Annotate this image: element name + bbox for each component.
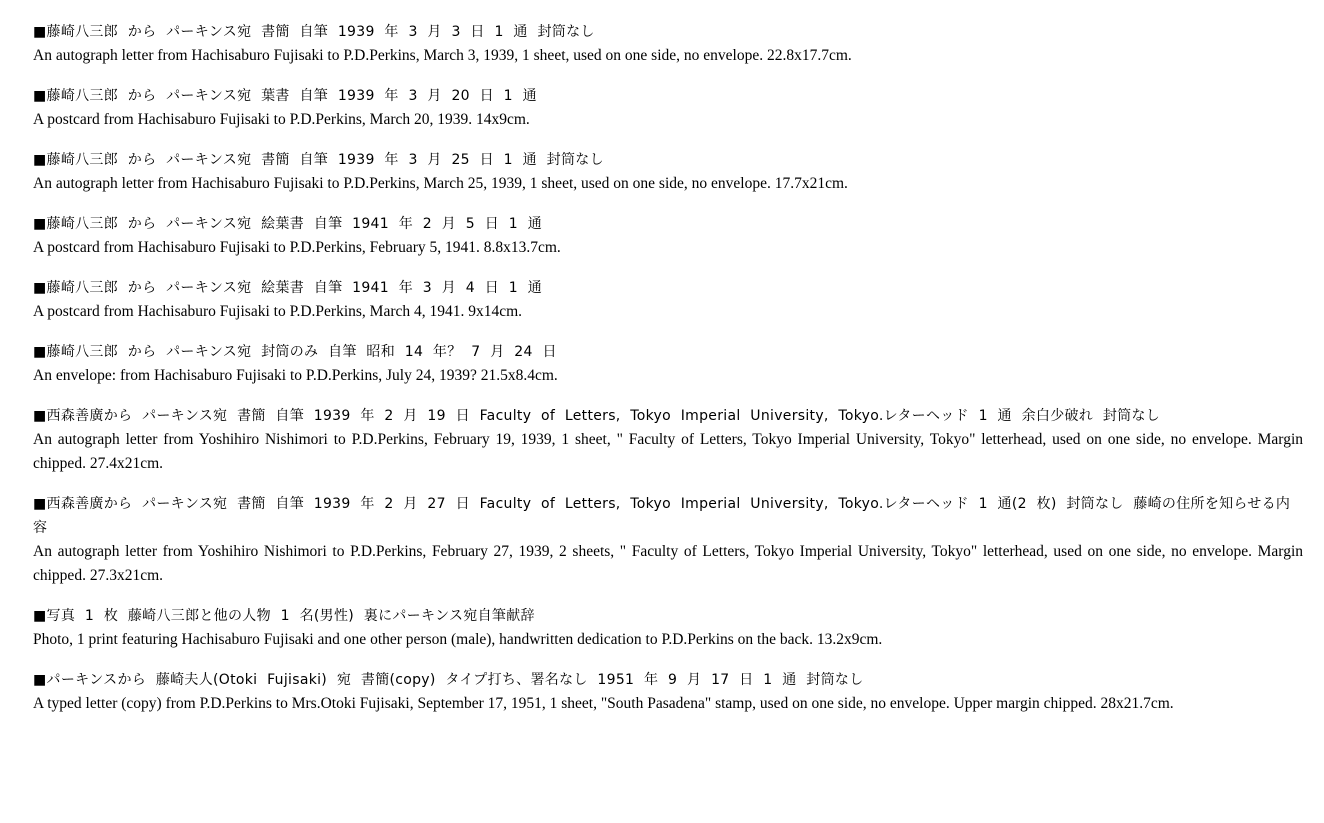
catalog-entry — [33, 668, 1303, 716]
document-body — [33, 20, 1303, 732]
entry-title-japanese: ■藤崎八三郎 から パーキンス宛 絵葉書 自筆 1941 年 2 月 5 日 1 通 — [33, 216, 543, 232]
entry-title-japanese: ■西森善廣から パーキンス宛 書簡 自筆 1939 年 2 月 19 日 Faculty of Letters, Tokyo Imperial University, Tokyo.レターヘッド 1 通 余白少破れ 封筒なし — [33, 408, 1161, 424]
entry-title-japanese: ■藤崎八三郎 から パーキンス宛 書簡 自筆 1939 年 3 月 3 日 1 通 封筒なし — [33, 24, 595, 40]
catalog-entry — [33, 84, 1303, 132]
catalog-entry — [33, 276, 1303, 324]
catalog-entry — [33, 212, 1303, 260]
entry-description-english: An autograph letter from Hachisaburo Fujisaki to P.D.Perkins, March 25, 1939, 1 sheet, used on one side, no envelope. 17.7x21cm. — [33, 175, 848, 192]
entry-description-english: An envelope: from Hachisaburo Fujisaki to P.D.Perkins, July 24, 1939? 21.5x8.4cm. — [33, 367, 558, 384]
entry-description-english: An autograph letter from Yoshihiro Nishimori to P.D.Perkins, February 27, 1939, 2 sheets, " Faculty of Letters, Tokyo Imperial University, Tokyo" letterhead, used on one side, no envelope. Margin chipped. 27.3x21cm. — [33, 543, 1303, 584]
catalog-entry — [33, 404, 1303, 476]
entry-title-japanese: ■藤崎八三郎 から パーキンス宛 書簡 自筆 1939 年 3 月 25 日 1 通 封筒なし — [33, 152, 604, 168]
entry-title-japanese: ■藤崎八三郎 から パーキンス宛 絵葉書 自筆 1941 年 3 月 4 日 1 通 — [33, 280, 543, 296]
catalog-entry — [33, 492, 1303, 588]
entry-title-japanese: ■写真 1 枚 藤崎八三郎と他の人物 1 名(男性) 裏にパーキンス宛自筆献辞 — [33, 608, 535, 624]
entry-description-english: An autograph letter from Yoshihiro Nishimori to P.D.Perkins, February 19, 1939, 1 sheet, " Faculty of Letters, Tokyo Imperial University, Tokyo" letterhead, used on one side, no envelope. Margin chipped. 27.4x21cm. — [33, 431, 1303, 472]
catalog-entry — [33, 20, 1303, 68]
entry-title-japanese: ■パーキンスから 藤崎夫人(Otoki Fujisaki) 宛 書簡(copy) タイプ打ち、署名なし 1951 年 9 月 17 日 1 通 封筒なし — [33, 672, 864, 688]
entry-title-japanese: ■藤崎八三郎 から パーキンス宛 封筒のみ 自筆 昭和 14 年？ 7 月 24 日 — [33, 344, 557, 360]
entry-title-japanese: ■藤崎八三郎 から パーキンス宛 葉書 自筆 1939 年 3 月 20 日 1 通 — [33, 88, 537, 104]
entry-description-english: A postcard from Hachisaburo Fujisaki to P.D.Perkins, March 4, 1941. 9x14cm. — [33, 303, 523, 320]
catalog-entry — [33, 148, 1303, 196]
entry-description-english: A typed letter (copy) from P.D.Perkins to Mrs.Otoki Fujisaki, September 17, 1951, 1 sheet, "South Pasadena" stamp, used on one side, no envelope. Upper margin chipped. 28x21.7cm. — [33, 695, 1174, 712]
entry-description-english: A postcard from Hachisaburo Fujisaki to P.D.Perkins, March 20, 1939. 14x9cm. — [33, 111, 530, 128]
entry-description-english: An autograph letter from Hachisaburo Fujisaki to P.D.Perkins, March 3, 1939, 1 sheet, used on one side, no envelope. 22.8x17.7cm. — [33, 47, 852, 64]
catalog-entry — [33, 604, 1303, 652]
entry-title-japanese: ■西森善廣から パーキンス宛 書簡 自筆 1939 年 2 月 27 日 Faculty of Letters, Tokyo Imperial University, Tokyo.レターヘッド 1 通(2 枚) 封筒なし 藤崎の住所を知らせる内容 — [33, 496, 1291, 536]
catalog-entry — [33, 340, 1303, 388]
entry-description-english: Photo, 1 print featuring Hachisaburo Fujisaki and one other person (male), handwritten dedication to P.D.Perkins on the back. 13.2x9cm. — [33, 631, 883, 648]
entry-description-english: A postcard from Hachisaburo Fujisaki to P.D.Perkins, February 5, 1941. 8.8x13.7cm. — [33, 239, 561, 256]
